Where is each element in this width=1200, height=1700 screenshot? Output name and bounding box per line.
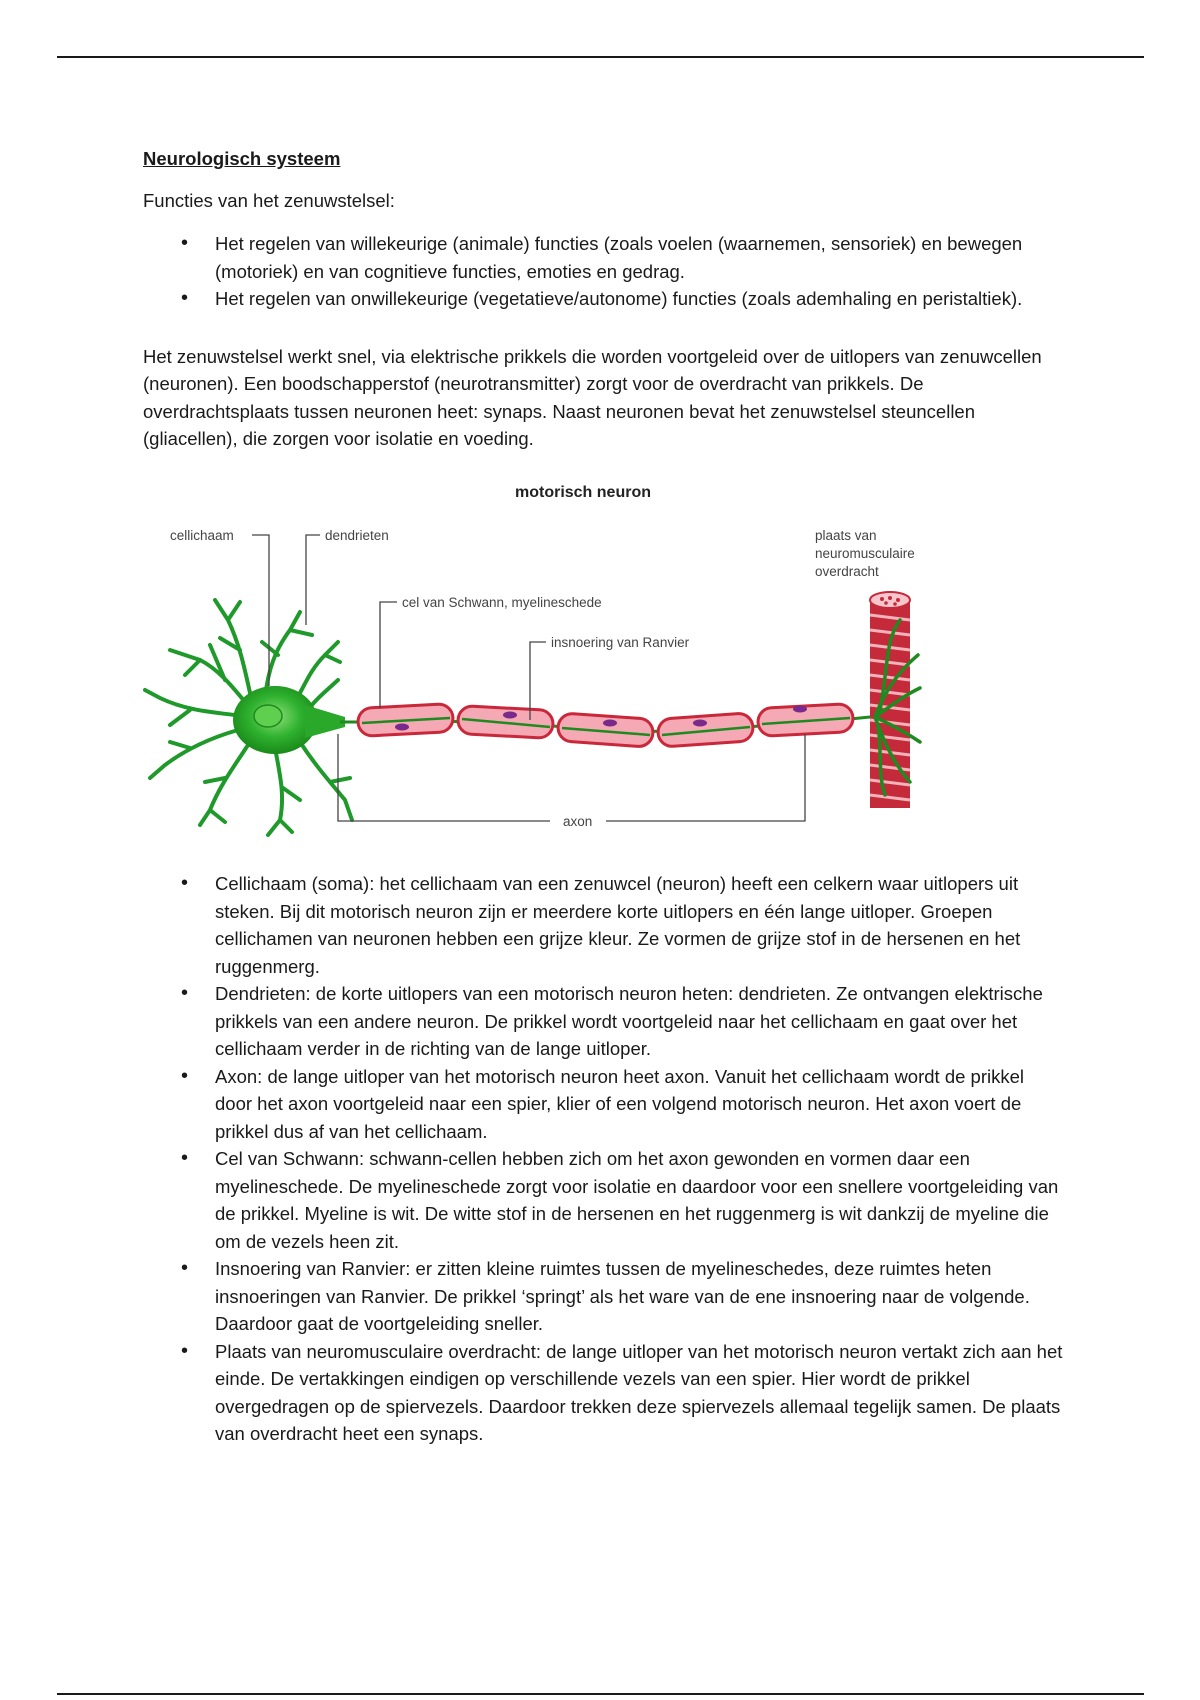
list-item: • Cel van Schwann: schwann-cellen hebben zich om het axon gewonden en vormen daar een myelineschede. De myelineschede zorgt voor isolatie en daardoor voor een snellere voortgeleiding van de prikkel. Myeline is wit. De witte stof in de hersenen en het ruggenmerg is wit dankzij de myeline die om de vezels heen zit.	[143, 1145, 1063, 1255]
document-body	[143, 145, 1063, 1448]
neuron-diagram	[140, 520, 1066, 860]
cell-body	[233, 686, 345, 754]
list-item: • Insnoering van Ranvier: er zitten kleine ruimtes tussen de myelineschedes, deze ruimtes heten insnoeringen van Ranvier. De prikkel ‘springt’ als het ware van de ene insnoering naar de volgende. Daardoor gaat de voortgeleiding sneller.	[143, 1255, 1063, 1338]
neuron-figure	[140, 520, 1066, 860]
header-rule	[57, 56, 1144, 58]
label-ranvier: insnoering van Ranvier	[551, 635, 690, 650]
list-item: • Plaats van neuromusculaire overdracht: de lange uitloper van het motorisch neuron vertakt zich aan het einde. De vertakkingen eindigen op verschillende vezels van een spier. Hier wordt de prikkel overgedragen op de spiervezels. Daardoor trekken deze spiervezels allemaal tegelijk samen. De plaats van overdracht heet een synaps.	[143, 1338, 1063, 1448]
label-plaats-2: neuromusculaire	[815, 546, 915, 561]
label-plaats-1: plaats van	[815, 528, 877, 543]
callout-lines	[252, 535, 805, 821]
label-axon: axon	[563, 814, 593, 829]
label-dendrieten: dendrieten	[325, 528, 389, 543]
footer-rule	[57, 1693, 1144, 1695]
list-item: • Cellichaam (soma): het cellichaam van een zenuwcel (neuron) heeft een celkern waar uitlopers uit steken. Bij dit motorisch neuron zijn er meerdere korte uitlopers en één lange uitloper. Groepen cellichamen van neuronen hebben een grijze kleur. Ze vormen de grijze stof in de hersenen en het ruggenmerg.	[143, 870, 1063, 980]
functions-list	[143, 230, 1063, 313]
list-item: • Het regelen van onwillekeurige (vegetatieve/autonome) functies (zoals ademhaling en peristaltiek).	[143, 285, 1063, 313]
list-item: • Dendrieten: de korte uitlopers van een motorisch neuron heten: dendrieten. Ze ontvangen elektrische prikkels van een andere neuron. De prikkel wordt voortgeleid naar het cellichaam en gaat over het cellichaam verder in de richting van de lange uitloper.	[143, 980, 1063, 1063]
page-title: Neurologisch systeem	[143, 148, 341, 169]
list-item: • Axon: de lange uitloper van het motorisch neuron heet axon. Vanuit het cellichaam wordt de prikkel door het axon voortgeleid naar een spier, klier of een volgend motorisch neuron. Het axon voert de prikkel dus af van het cellichaam.	[143, 1063, 1063, 1146]
definitions-list	[143, 870, 1063, 1448]
list-item: • Het regelen van willekeurige (animale) functies (zoals voelen (waarnemen, sensoriek) en bewegen (motoriek) en van cognitieve functies, emoties en gedrag.	[143, 230, 1063, 285]
label-cellichaam: cellichaam	[170, 528, 234, 543]
figure-title: motorisch neuron	[514, 483, 651, 501]
label-schwann: cel van Schwann, myelineschede	[402, 595, 602, 610]
body-paragraph: Het zenuwstelsel werkt snel, via elektrische prikkels die worden voortgeleid over de uitlopers van zenuwcellen (neuronen). Een boodschapperstof (neurotransmitter) zorgt voor de overdracht van prikkels. De overdrachtsplaats tussen neuronen heet: synaps. Naast neuronen bevat het zenuwstelsel steuncellen (gliacellen), die zorgen voor isolatie en voeding.	[143, 345, 1042, 449]
label-plaats-3: overdracht	[815, 564, 879, 579]
intro-text: Functies van het zenuwstelsel:	[143, 189, 395, 211]
